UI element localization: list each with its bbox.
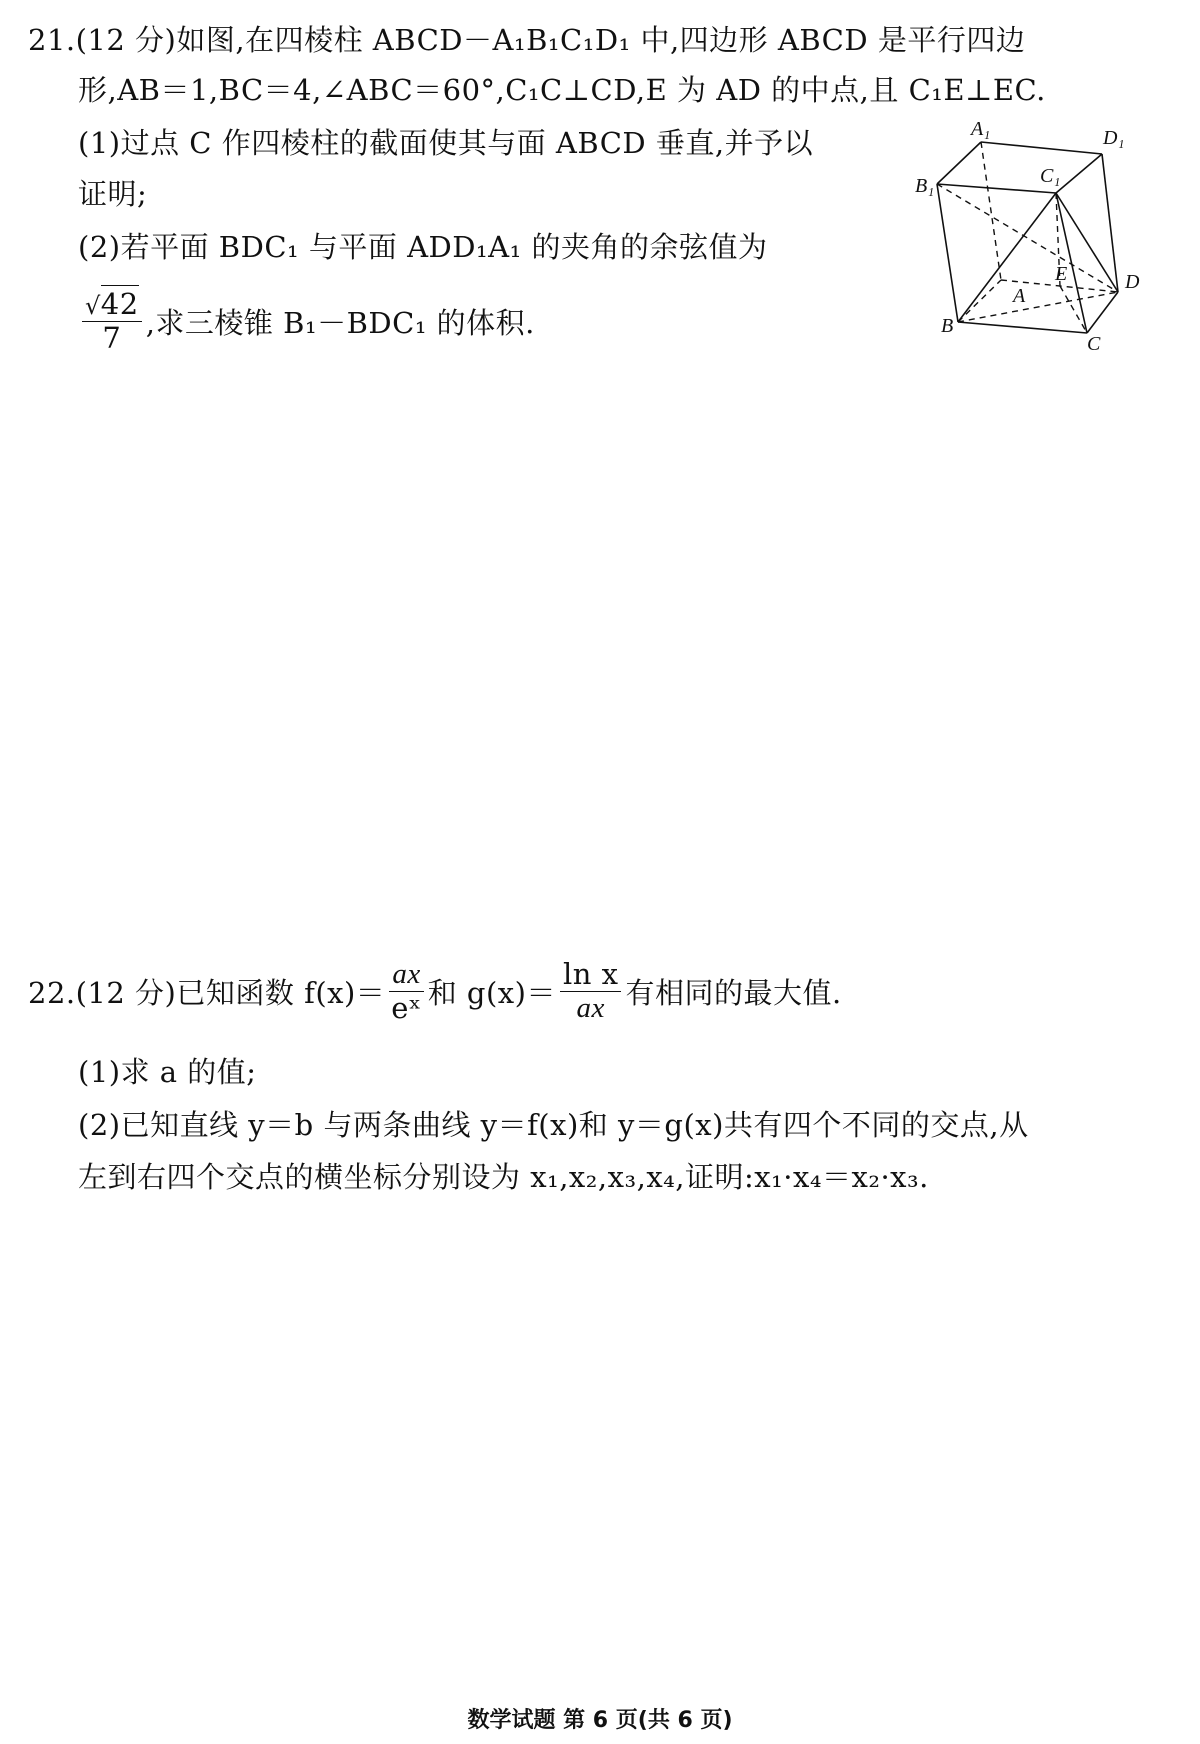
- edge-a1-d1: [981, 142, 1102, 154]
- label-b1: B₁: [915, 175, 935, 197]
- problem-22-part-2-line-2: 左到右四个交点的横坐标分别设为 x₁,x₂,x₃,x₄,证明:x₁·x₄＝x₂·x₃.: [78, 1160, 929, 1194]
- label-d: D: [1125, 271, 1140, 293]
- hidden-edge-a1-a: [981, 142, 1001, 280]
- problem-21-line-2: 形,AB＝1,BC＝4,∠ABC＝60°,C₁C⊥CD,E 为 AD 的中点,且 C₁E⊥EC.: [78, 73, 1046, 107]
- problem-22-mid: 和 g(x)＝: [427, 976, 556, 1011]
- label-a: A: [1013, 285, 1026, 307]
- g-fraction-denominator: ax: [576, 992, 605, 1025]
- edge-b-c1: [958, 193, 1056, 322]
- g-fraction: [560, 958, 622, 1026]
- edge-d1-c1: [1056, 154, 1102, 193]
- sqrt-radicand: 42: [100, 287, 139, 321]
- label-c1: C₁: [1040, 165, 1061, 187]
- hidden-edge-b-d: [958, 292, 1118, 322]
- edge-c-d: [1087, 292, 1118, 333]
- problem-21-line-1: 21.(12 分)如图,在四棱柱 ABCD－A₁B₁C₁D₁ 中,四边形 ABCD 是平行四边: [28, 23, 1026, 57]
- sqrt-icon: √: [85, 292, 101, 320]
- label-c: C: [1087, 333, 1101, 355]
- cosine-fraction: [82, 288, 142, 356]
- edge-b1-a1: [937, 142, 981, 184]
- f-fraction-denominator: eˣ: [391, 991, 422, 1026]
- hidden-edge-e-c: [1060, 286, 1087, 333]
- label-d1: D₁: [1103, 127, 1125, 149]
- problem-21-part-1-line-1: (1)过点 C 作四棱柱的截面使其与面 ABCD 垂直,并予以: [78, 126, 814, 160]
- problem-21-part-2-tail: ,求三棱锥 B₁－BDC₁ 的体积.: [145, 306, 535, 341]
- edge-c1-b1: [937, 184, 1056, 193]
- problem-21-part-2-line-1: (2)若平面 BDC₁ 与平面 ADD₁A₁ 的夹角的余弦值为: [78, 230, 768, 264]
- problem-22-prefix: 22.(12 分)已知函数 f(x)＝: [28, 976, 386, 1011]
- label-a1: A₁: [971, 122, 991, 140]
- cosine-fraction-numerator: [82, 288, 142, 322]
- page-footer: 数学试题 第 6 页(共 6 页): [467, 1708, 733, 1733]
- label-e: E: [1055, 263, 1068, 285]
- edge-b-c: [958, 322, 1087, 333]
- problem-21-part-1-line-2: 证明;: [78, 177, 148, 211]
- label-b: B: [941, 315, 954, 337]
- problem-22-suffix: 有相同的最大值.: [625, 976, 842, 1011]
- f-fraction: [389, 958, 423, 1026]
- prism-figure: [915, 122, 1165, 384]
- hidden-edge-b1-d: [937, 184, 1118, 292]
- problem-21-part-2-line-2: [78, 288, 918, 356]
- problem-22-line-1: [28, 958, 1178, 1026]
- f-fraction-numerator: ax: [389, 958, 423, 992]
- g-fraction-numerator: ln x: [560, 958, 622, 992]
- problem-22-part-2-line-1: (2)已知直线 y＝b 与两条曲线 y＝f(x)和 y＝g(x)共有四个不同的交点,从: [78, 1108, 1029, 1142]
- cosine-fraction-denominator: 7: [102, 321, 122, 356]
- edge-b1-b: [937, 184, 958, 322]
- problem-22-part-1: (1)求 a 的值;: [78, 1055, 257, 1089]
